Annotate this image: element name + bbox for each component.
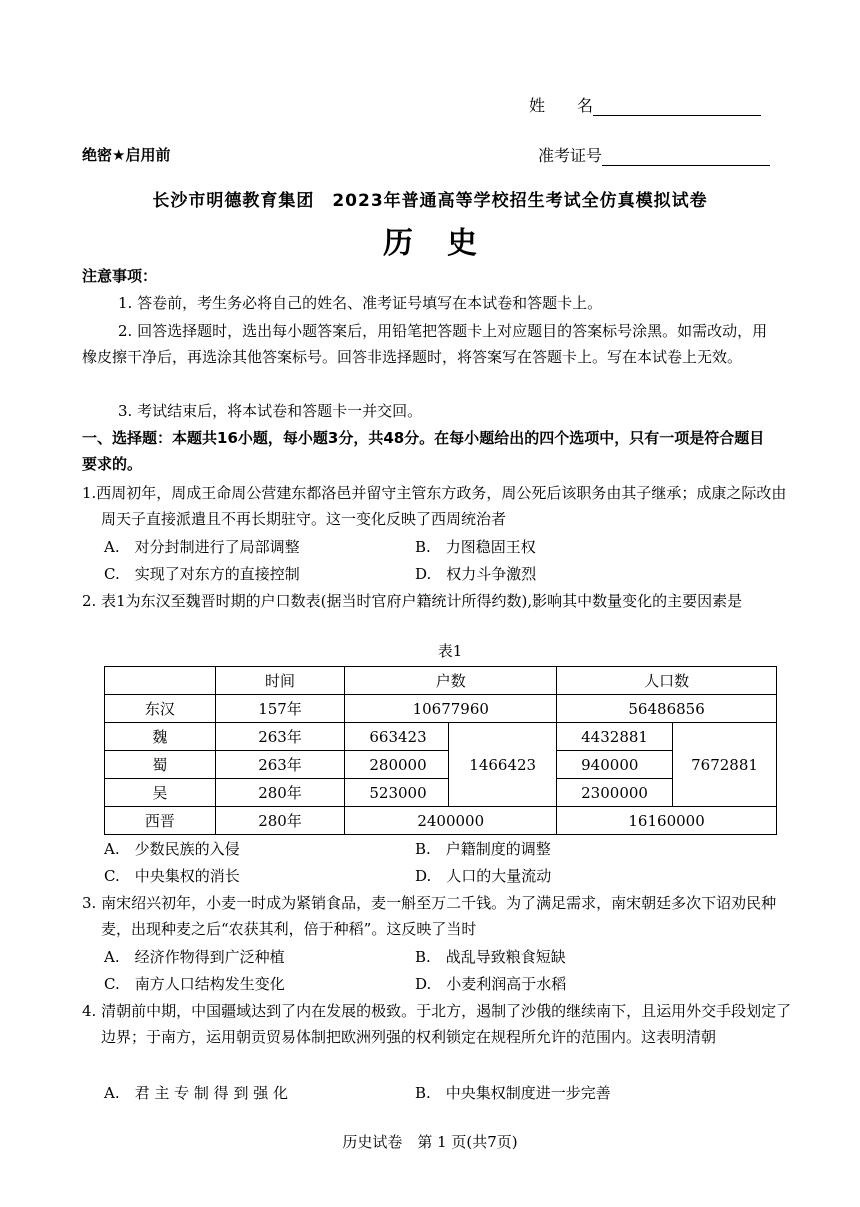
id-field <box>538 143 770 166</box>
table-cell-population: 16160000 <box>557 807 777 835</box>
question-3-option-d: D. 小麦利润高于水稻 <box>415 975 567 993</box>
table-cell-dynasty: 蜀 <box>105 751 216 779</box>
table-header-time: 时间 <box>215 667 345 695</box>
question-1-option-b: B. 力图稳固王权 <box>415 538 536 556</box>
id-blank-line <box>602 147 770 166</box>
question-3-stem: 3. 南宋绍兴初年，小麦一时成为紧销食品，麦一斛至万二千钱。为了满足需求，南宋朝廷多次下诏劝民种麦，出现种麦之后“农获其利，倍于种稻”。这反映了当时 <box>82 894 777 938</box>
table-cell-population-total: 7672881 <box>673 723 777 807</box>
table-cell-year: 280年 <box>215 779 345 807</box>
question-2-stem: 2. 表1为东汉至魏晋时期的户口数表(据当时官府户籍统计所得约数),影响其中数量变化的主要因素是 <box>82 592 743 610</box>
exam-title: 长沙市明德教育集团 2023年普通高等学校招生考试全仿真模拟试卷 <box>152 191 708 211</box>
question-1-option-c: C. 实现了对东方的直接控制 <box>104 565 300 583</box>
question-2-option-b: B. 户籍制度的调整 <box>415 840 551 858</box>
question-2-option-d: D. 人口的大量流动 <box>415 867 552 885</box>
table-cell-households: 2400000 <box>345 807 557 835</box>
question-3-option-c: C. 南方人口结构发生变化 <box>104 975 285 993</box>
table-cell-population: 2300000 <box>557 779 673 807</box>
notice-item-1: 1. 答卷前，考生务必将自己的姓名、准考证号填写在本试卷和答题卡上。 <box>118 294 603 312</box>
question-1-option-a: A. 对分封制进行了局部调整 <box>104 538 300 556</box>
table-cell-households: 663423 <box>345 723 449 751</box>
table-row <box>105 723 777 751</box>
question-2-option-a: A. 少数民族的入侵 <box>104 840 240 858</box>
table-caption: 表1 <box>437 642 463 660</box>
question-1-option-d: D. 权力斗争激烈 <box>415 565 537 583</box>
table-cell-households-total: 1466423 <box>449 723 557 807</box>
id-label: 准考证号 <box>538 146 603 165</box>
name-field <box>529 93 761 116</box>
table-cell-dynasty: 吴 <box>105 779 216 807</box>
table-cell-population: 56486856 <box>557 695 777 723</box>
subject-title: 历史 <box>383 226 511 261</box>
section-heading: 一、选择题：本题共16小题，每小题3分，共48分。在每小题给出的四个选项中，只有一项是符合题目要求的。 <box>82 429 765 473</box>
question-4-option-a: A. 君 主 专 制 得 到 强 化 <box>104 1084 288 1102</box>
name-blank-line <box>593 97 761 116</box>
table-cell-year: 263年 <box>215 723 345 751</box>
table-cell-dynasty: 西晋 <box>105 807 216 835</box>
table-cell-year: 157年 <box>215 695 345 723</box>
table-cell-households: 523000 <box>345 779 449 807</box>
table-header-blank <box>105 667 216 695</box>
table-cell-dynasty: 魏 <box>105 723 216 751</box>
table-cell-year: 280年 <box>215 807 345 835</box>
notice-item-3: 3. 考试结束后，将本试卷和答题卡一并交回。 <box>118 402 423 420</box>
table-cell-households: 280000 <box>345 751 449 779</box>
table-cell-population: 940000 <box>557 751 673 779</box>
question-1-stem: 1.西周初年，周成王命周公营建东都洛邑并留守主管东方政务，周公死后该职务由其子继承；成康之际改由周天子直接派遣且不再长期驻守。这一变化反映了西周统治者 <box>82 484 787 528</box>
table-cell-households: 10677960 <box>345 695 557 723</box>
question-4-stem: 4. 清朝前中期，中国疆域达到了内在发展的极致。于北方，遏制了沙俄的继续南下，且运用外交手段划定了边界；于南方，运用朝贡贸易体制把欧洲列强的权利锁定在规程所允许的范围内。这表明清朝 <box>82 1002 792 1046</box>
name-label: 姓 名 <box>529 96 594 115</box>
question-2-option-c: C. 中央集权的消长 <box>104 867 240 885</box>
table-cell-year: 263年 <box>215 751 345 779</box>
table-header-households: 户数 <box>345 667 557 695</box>
question-3-option-b: B. 战乱导致粮食短缺 <box>415 948 566 966</box>
table-cell-population: 4432881 <box>557 723 673 751</box>
table-row <box>105 695 777 723</box>
table-row <box>105 807 777 835</box>
household-table <box>104 666 777 835</box>
question-3-option-a: A. 经济作物得到广泛种植 <box>104 948 285 966</box>
secret-label: 绝密★启用前 <box>82 146 171 164</box>
table-header-population: 人口数 <box>557 667 777 695</box>
table-header-row <box>105 667 777 695</box>
page-footer: 历史试卷 第 1 页(共7页) <box>342 1133 518 1151</box>
notice-item-2: 2. 回答选择题时，选出每小题答案后，用铅笔把答题卡上对应题目的答案标号涂黑。如需改动，用橡皮擦干净后，再选涂其他答案标号。回答非选择题时，将答案写在答题卡上。写在本试卷上无效。 <box>82 322 768 366</box>
question-4-option-b: B. 中央集权制度进一步完善 <box>415 1084 611 1102</box>
notice-title: 注意事项： <box>82 267 158 285</box>
table-cell-dynasty: 东汉 <box>105 695 216 723</box>
